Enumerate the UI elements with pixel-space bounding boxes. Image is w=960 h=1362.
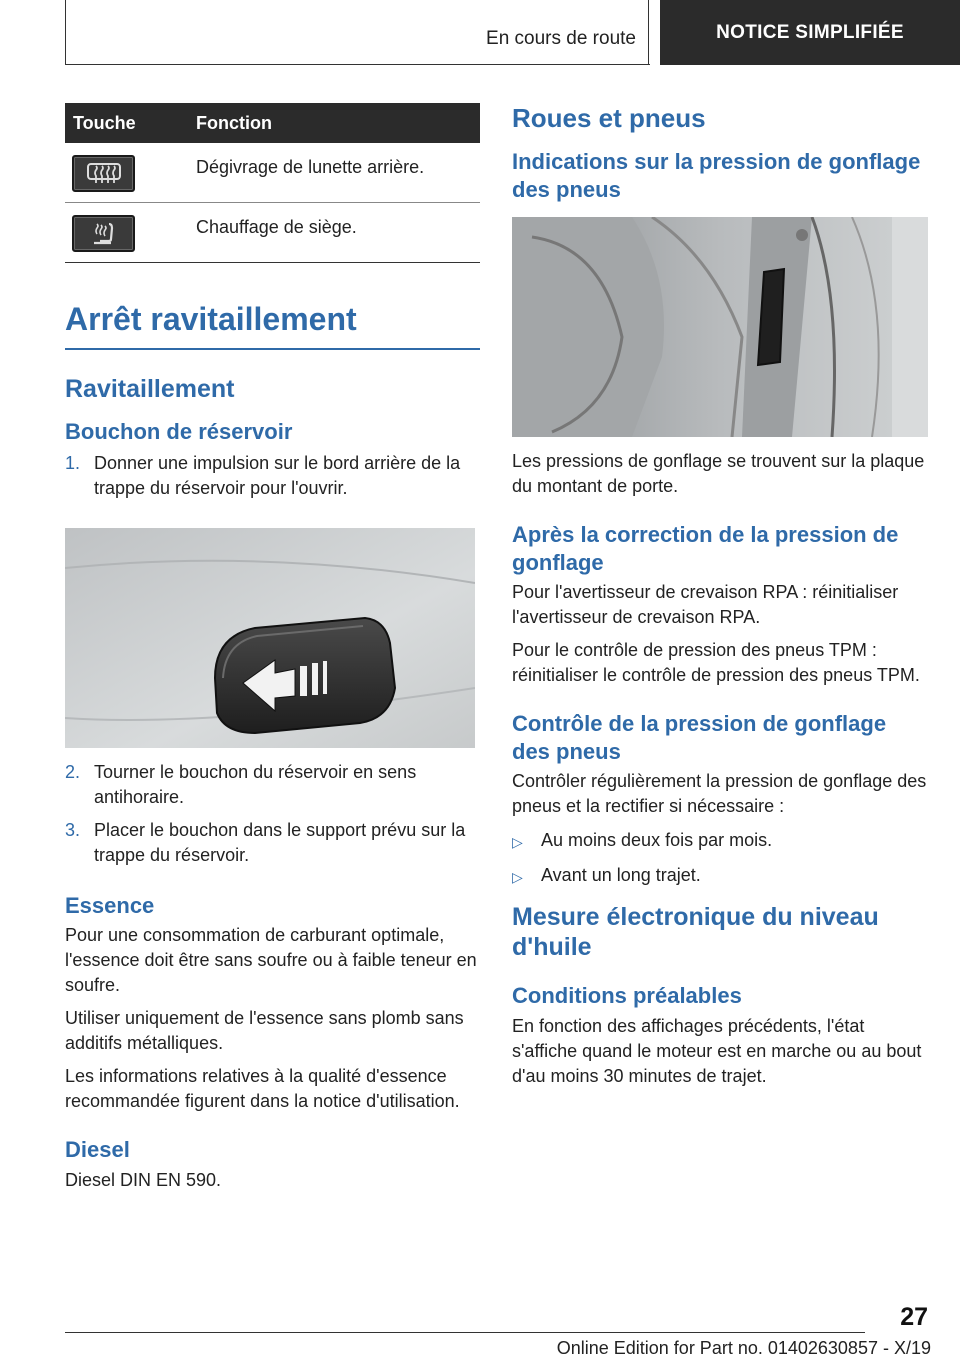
list-item: 1. Donner une impulsion sur le bord arrière de la trappe du réservoir pour l'ouvrir. — [65, 452, 461, 498]
triangle-bullet-icon: ▷ — [512, 869, 523, 886]
steps-list-continued — [65, 760, 480, 868]
pressure-check-paragraph: Contrôler régulièrement la pression de gonflage des pneus et la rectifier si nécessaire : — [512, 771, 927, 817]
heading-after-correction: Après la correction de la pression de gonflage — [512, 522, 899, 575]
list-item: ▷ Au moins deux fois par mois. — [512, 828, 928, 855]
after-paragraph-1: Pour l'avertisseur de crevaison RPA : réinitialiser l'avertisseur de crevaison RPA. — [512, 582, 899, 628]
footer-edition: Online Edition for Part no. 01402630857 - X/19 — [556, 1338, 931, 1358]
heading-pressure-check: Contrôle de la pression de gonflage des pneus — [512, 711, 887, 764]
table-cell-function: Chauffage de siège. — [196, 217, 357, 237]
petrol-paragraph-1: Pour une consommation de carburant optimale, l'essence doit être sans soufre ou à faible teneur en soufre. — [65, 925, 477, 995]
petrol-paragraph-3: Les informations relatives à la qualité d'essence recommandée figurent dans la notice d'utilisation. — [65, 1066, 460, 1111]
heading-oil-level: Mesure électronique du niveau d'huile — [512, 903, 879, 962]
fuel-flap-illustration — [65, 528, 475, 748]
heading-wheels-tyres: Roues et pneus — [512, 103, 706, 133]
list-item: 3. Placer le bouchon dans le support prévu sur la trappe du réservoir. — [65, 819, 466, 865]
petrol-paragraph-2: Utiliser uniquement de l'essence sans plomb sans additifs métalliques. — [65, 1008, 464, 1053]
footer-rule — [65, 1332, 865, 1333]
header-left-rule — [65, 0, 66, 65]
after-paragraph-2: Pour le contrôle de pression des pneus TPM : réinitialiser le contrôle de pression des pneus TPM. — [512, 640, 920, 686]
heading-diesel: Diesel — [65, 1137, 130, 1162]
table-header-function: Fonction — [196, 112, 272, 133]
list-item: ▷ Avant un long trajet. — [512, 863, 928, 890]
tyre-pressure-paragraph: Les pressions de gonflage se trouvent sur la plaque du montant de porte. — [512, 451, 925, 497]
header-section-title: En cours de route — [486, 28, 636, 49]
heading-tyre-pressure-info: Indications sur la pression de gonflage des pneus — [512, 149, 921, 202]
table-header — [65, 103, 480, 143]
table-row — [65, 203, 480, 263]
table-header-key: Touche — [73, 112, 136, 133]
page-number: 27 — [900, 1303, 928, 1331]
right-column — [512, 103, 928, 1089]
steps-list — [65, 451, 480, 501]
header-separator — [648, 0, 649, 65]
list-item: 2. Tourner le bouchon du réservoir en sens antihoraire. — [65, 761, 417, 807]
table-cell-function: Dégivrage de lunette arrière. — [196, 157, 425, 177]
heading-petrol: Essence — [65, 892, 155, 918]
rear-defrost-icon — [72, 155, 135, 192]
preconditions-paragraph: En fonction des affichages précédents, l'état s'affiche quand le moteur est en marche ou au bout d'au moins 30 minutes de trajet. — [512, 1015, 922, 1086]
left-column — [65, 103, 480, 1193]
seat-heating-icon — [72, 215, 135, 252]
table-row — [65, 143, 480, 203]
triangle-bullet-icon: ▷ — [512, 834, 523, 851]
check-frequency-list — [512, 828, 928, 890]
heading-fuel-cap: Bouchon de réservoir — [65, 419, 293, 444]
heading-preconditions: Conditions préalables — [512, 983, 742, 1009]
header-badge: NOTICE SIMPLIFIÉE — [660, 0, 960, 65]
section-title-refuel: Arrêt ravitaillement — [65, 301, 480, 350]
heading-refuel: Ravitaillement — [65, 375, 235, 403]
door-pillar-illustration — [512, 217, 928, 437]
header-bottom-rule — [65, 64, 650, 65]
diesel-paragraph: Diesel DIN EN 590. — [65, 1169, 222, 1190]
